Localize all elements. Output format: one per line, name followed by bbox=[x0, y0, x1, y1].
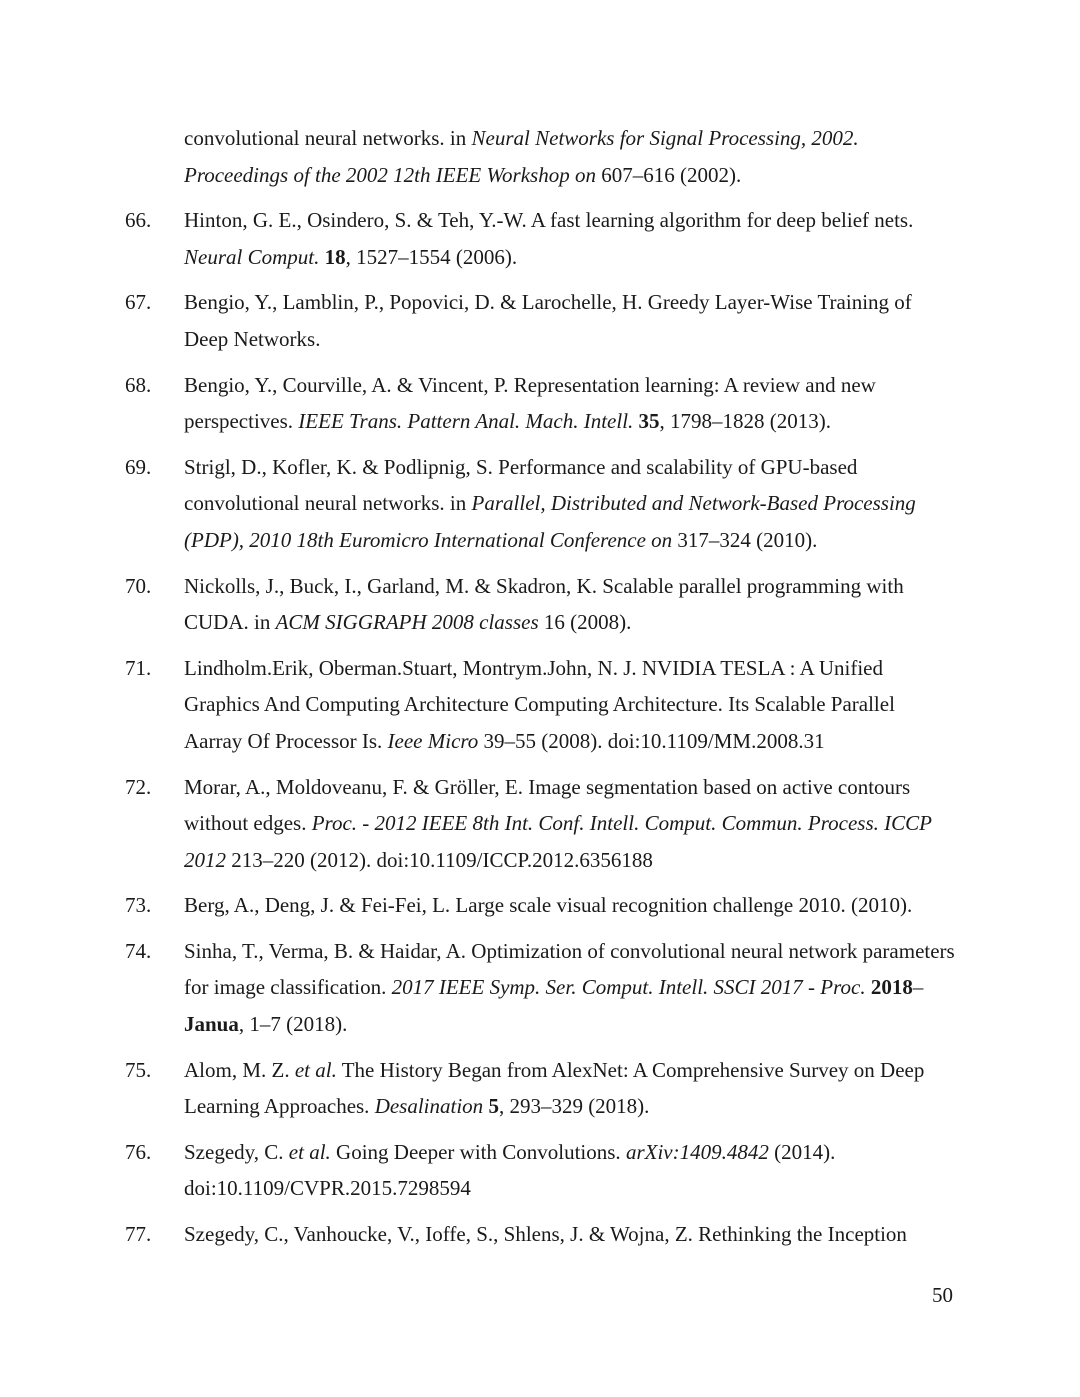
reference-venue: Proc. - 2012 IEEE 8th Int. Conf. Intell. Comput. Commun. Process. ICCP 2012 bbox=[184, 811, 932, 872]
reference-text: Bengio, Y., Lamblin, P., Popovici, D. & Larochelle, H. Greedy Layer-Wise Training of Deep Networks. bbox=[184, 290, 912, 351]
reference-73 bbox=[125, 887, 955, 924]
reference-volume: 35 bbox=[638, 409, 660, 434]
reference-continuation bbox=[125, 120, 955, 193]
reference-66: 66. Hinton, G. E., Osindero, S. & Teh, Y.-W. A fast learning algorithm for deep belief nets. Neural Comput. 18, 1527–1554 (2006). bbox=[125, 202, 955, 275]
reference-text: Morar, A., Moldoveanu, F. & Gröller, E. Image segmentation based on active contours without edges. bbox=[184, 774, 911, 836]
reference-70: 70. Nickolls, J., Buck, I., Garland, M. & Skadron, K. Scalable parallel programming with CUDA. in ACM SIGGRAPH 2008 classes 16 (2008). bbox=[125, 568, 955, 641]
reference-venue: 2017 IEEE Symp. Ser. Comput. Intell. SSCI 2017 - Proc. bbox=[391, 975, 866, 1000]
reference-text: convolutional neural networks. in bbox=[184, 126, 472, 150]
reference-67 bbox=[125, 284, 955, 357]
reference-77 bbox=[125, 1216, 955, 1253]
reference-number: 67. bbox=[125, 290, 152, 315]
reference-number: 69. bbox=[125, 454, 152, 479]
reference-text: 607–616 (2002). bbox=[595, 162, 742, 187]
reference-number: 74. bbox=[125, 938, 152, 963]
reference-number: 77. bbox=[125, 1222, 152, 1247]
reference-venue: Ieee Micro bbox=[387, 728, 479, 753]
reference-text: Nickolls, J., Buck, I., Garland, M. & Skadron, K. Scalable parallel programming with CUDA. in bbox=[184, 573, 904, 635]
reference-text: Berg, A., Deng, J. & Fei-Fei, L. Large scale visual recognition challenge 2010. (2010). bbox=[184, 893, 913, 918]
reference-75: 75. Alom, M. Z. et al. The History Began from AlexNet: A Comprehensive Survey on Deep Learning Approaches. Desalination 5, 293–329 (2018). bbox=[125, 1052, 955, 1125]
reference-list bbox=[125, 120, 955, 1262]
reference-text: Alom, M. Z. bbox=[184, 1057, 295, 1082]
reference-72: 72. Morar, A., Moldoveanu, F. & Gröller, E. Image segmentation based on active contours without edges. Proc. - 2012 IEEE 8th Int. Conf. Intell. Comput. Commun. Process. ICCP 2012 213–220 (2012). doi:10.1109/ICCP.2012.6356188 bbox=[125, 769, 955, 879]
reference-68: 68. Bengio, Y., Courville, A. & Vincent, P. Representation learning: A review and new perspectives. IEEE Trans. Pattern Anal. Mach. Intell. 35, 1798–1828 (2013). bbox=[125, 367, 955, 440]
reference-number: 72. bbox=[125, 774, 152, 799]
reference-text: Sinha, T., Verma, B. & Haidar, A. Optimization of convolutional neural network parameters for image classification. bbox=[184, 938, 955, 1000]
reference-text: Bengio, Y., Courville, A. & Vincent, P. Representation learning: A review and new perspectives. bbox=[184, 372, 876, 434]
reference-number: 68. bbox=[125, 372, 152, 397]
reference-etal: et al. bbox=[294, 1057, 337, 1082]
reference-etal: et al. bbox=[288, 1139, 331, 1164]
reference-venue: ACM SIGGRAPH 2008 classes bbox=[275, 610, 539, 635]
reference-text: Szegedy, C., Vanhoucke, V., Ioffe, S., Shlens, J. & Wojna, Z. Rethinking the Inception bbox=[184, 1222, 907, 1247]
reference-issue: Janua bbox=[184, 1012, 239, 1037]
reference-number: 71. bbox=[125, 655, 152, 680]
reference-number: 66. bbox=[125, 208, 152, 233]
reference-text: Hinton, G. E., Osindero, S. & Teh, Y.-W. A fast learning algorithm for deep belief nets. bbox=[184, 208, 914, 233]
reference-71: 71. Lindholm.Erik, Oberman.Stuart, Montrym.John, N. J. NVIDIA TESLA : A Unified Graphics And Computing Architecture Computing Architecture. Its Scalable Parallel Aarray Of Processor Is. Ieee Micro 39–55 (2008). doi:10.1109/MM.2008.31 bbox=[125, 650, 955, 760]
reference-venue: arXiv:1409.4842 bbox=[625, 1139, 769, 1164]
reference-venue: Neural Comput. bbox=[184, 244, 320, 269]
reference-venue: Desalination bbox=[374, 1094, 484, 1119]
reference-volume: 18 bbox=[324, 244, 346, 269]
reference-venue: Neural Networks for Signal Processing, 2002. Proceedings of the 2002 12th IEEE Workshop on bbox=[184, 126, 859, 187]
reference-text: Lindholm.Erik, Oberman.Stuart, Montrym.John, N. J. NVIDIA TESLA : A Unified Graphics And Computing Architecture Computing Architecture. Its Scalable Parallel Aarray Of Processor Is. bbox=[184, 655, 895, 753]
reference-number: 73. bbox=[125, 893, 152, 918]
reference-text: Strigl, D., Kofler, K. & Podlipnig, S. Performance and scalability of GPU-based convolutional neural networks. in bbox=[184, 454, 858, 516]
reference-volume: 2018 bbox=[870, 975, 913, 1000]
reference-76: 76. Szegedy, C. et al. Going Deeper with Convolutions. arXiv:1409.4842 (2014). doi:10.1109/CVPR.2015.7298594 bbox=[125, 1134, 955, 1207]
reference-text: Szegedy, C. bbox=[184, 1139, 289, 1164]
reference-venue: Parallel, Distributed and Network-Based Processing (PDP), 2010 18th Euromicro International Conference on bbox=[184, 491, 916, 552]
reference-number: 70. bbox=[125, 573, 152, 598]
reference-74: 74. Sinha, T., Verma, B. & Haidar, A. Optimization of convolutional neural network parameters for image classification. 2017 IEEE Symp. Ser. Comput. Intell. SSCI 2017 - Proc. 2018–Janua, 1–7 (2018). bbox=[125, 933, 955, 1043]
reference-69: 69. Strigl, D., Kofler, K. & Podlipnig, S. Performance and scalability of GPU-based convolutional neural networks. in Parallel, Distributed and Network-Based Processing (PDP), 2010 18th Euromicro International Conference on 317–324 (2010). bbox=[125, 449, 955, 559]
reference-venue: IEEE Trans. Pattern Anal. Mach. Intell. bbox=[298, 409, 634, 434]
reference-number: 75. bbox=[125, 1057, 152, 1082]
page-number: 50 bbox=[932, 1283, 953, 1307]
reference-number: 76. bbox=[125, 1139, 152, 1164]
reference-volume: 5 bbox=[488, 1094, 499, 1119]
